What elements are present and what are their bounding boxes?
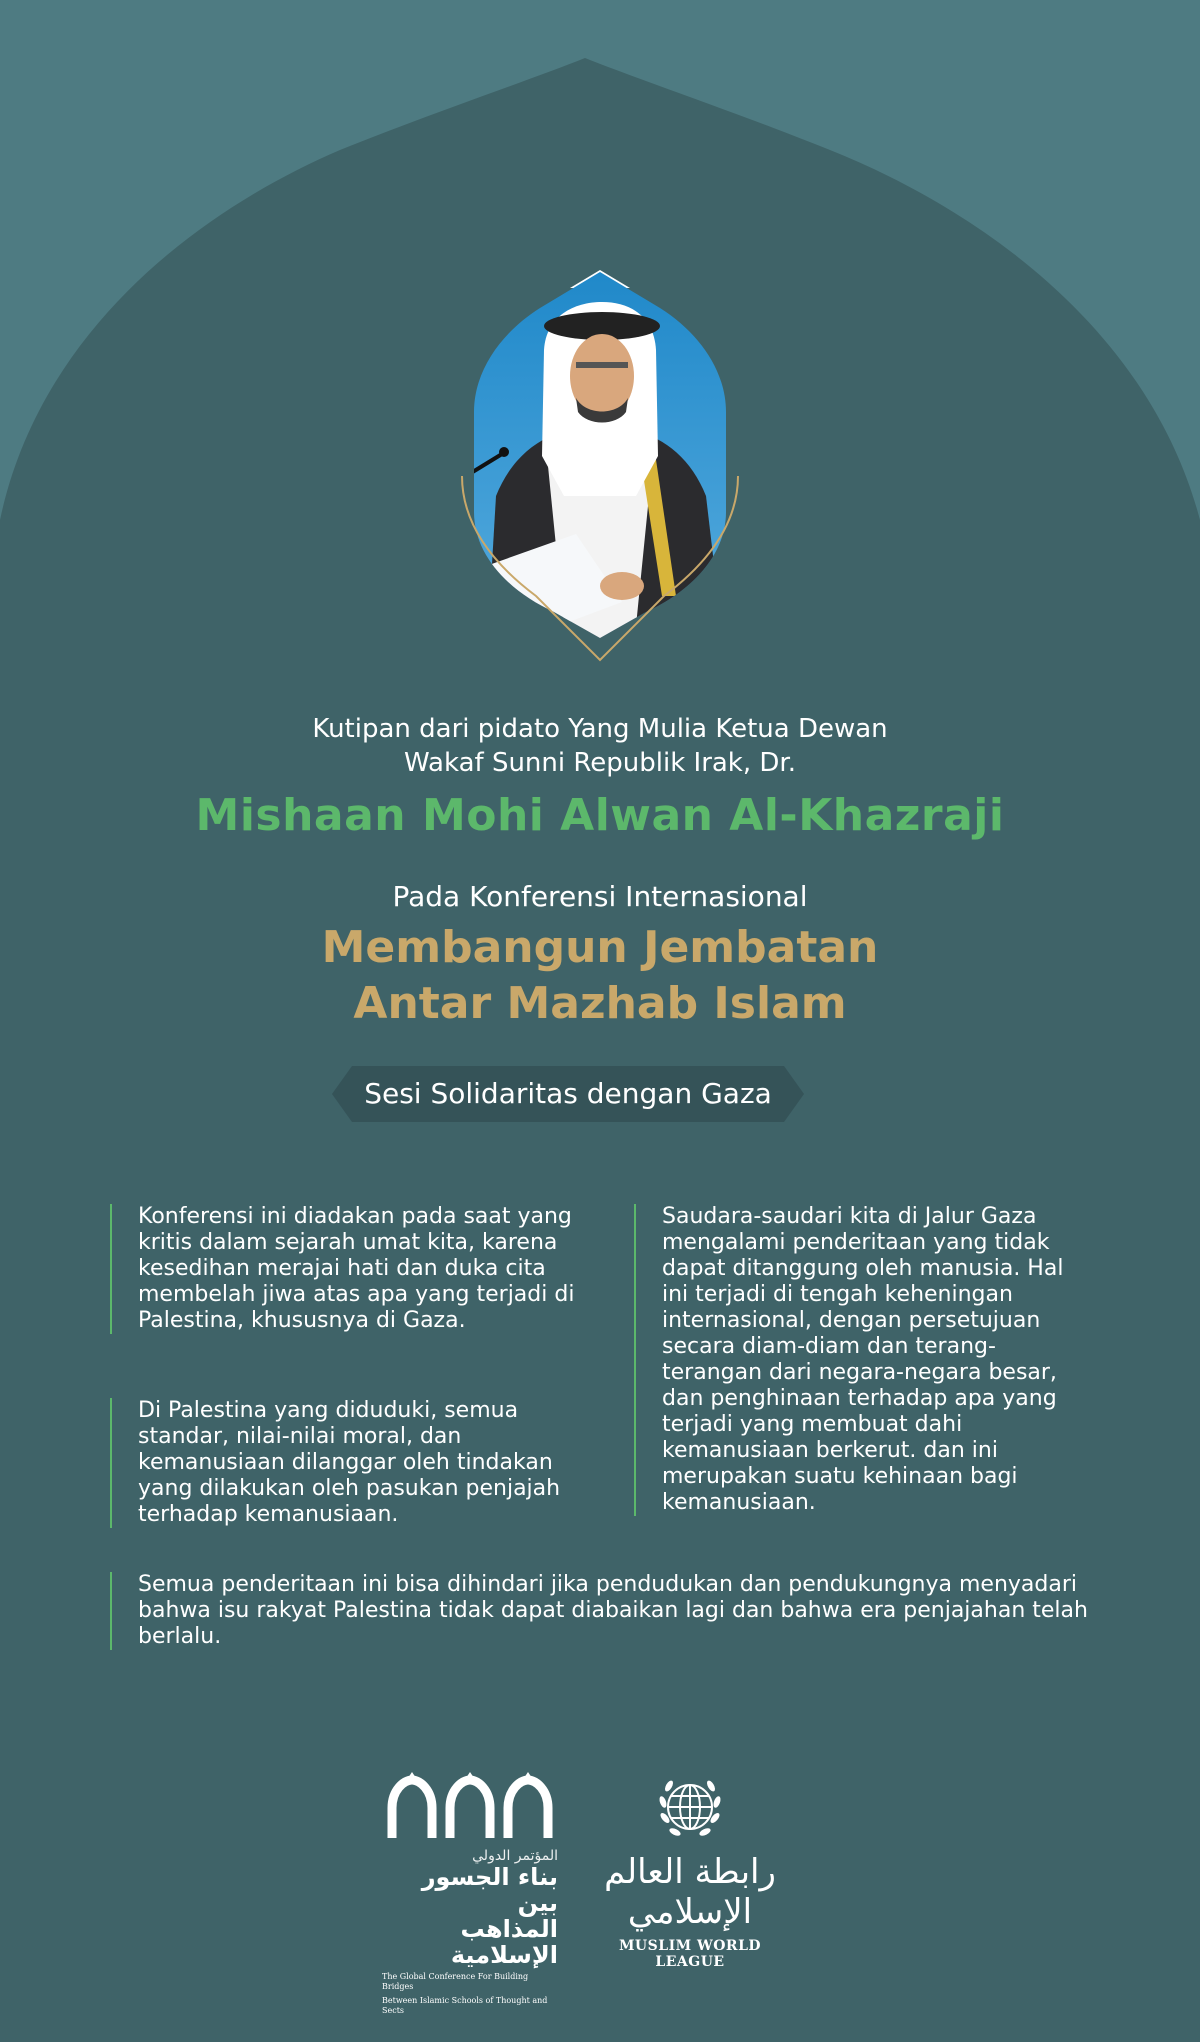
globe-emblem-icon (655, 1772, 725, 1842)
mwl-logo-english: MUSLIM WORLD LEAGUE (618, 1938, 762, 1970)
session-label: Sesi Solidaritas dengan Gaza (364, 1077, 772, 1110)
mwl-logo-arabic: رابطة العالم الإسلامي (604, 1852, 776, 1932)
conference-logo-arabic-line-2: المذاهب الإسلامية (450, 1915, 558, 1969)
conference-title (0, 920, 1200, 1032)
conference-logo-english-line-1: The Global Conference For Building Bridges (382, 1972, 529, 1991)
paragraph-3: Saudara-saudari kita di Jalur Gaza mengalami penderitaan yang tidak dapat ditanggung oleh manusia. Hal ini terjadi di tengah keheningan internasional, dengan persetujuan secara diam-diam dan terang-terangan dari negara-negara besar, dan penghinaan terhadap apa yang terjadi yang membuat dahi kemanusiaan berkerut. dan ini merupakan suatu kehinaan bagi kemanusiaan. (634, 1204, 1092, 1516)
conference-title-line-2: Antar Mazhab Islam (353, 978, 847, 1029)
footer-logos (0, 1760, 1200, 2015)
conference-logo-arabic-line-1: بناء الجسور بين (421, 1863, 558, 1917)
session-badge (332, 1066, 804, 1122)
speech-intro (0, 712, 1200, 780)
arch-logo-icon (382, 1772, 558, 1838)
paragraph-1: Konferensi ini diadakan pada saat yang kritis dalam sejarah umat kita, karena kesedihan merajai hati dan duka cita membelah jiwa atas apa yang terjadi di Palestina, khususnya di Gaza. (110, 1204, 578, 1334)
mwl-logo (590, 1772, 790, 1970)
intro-line-1: Kutipan dari pidato Yang Mulia Ketua Dewan (312, 714, 888, 744)
conference-intro: Pada Konferensi Internasional (392, 880, 808, 913)
conference-title-line-1: Membangun Jembatan (321, 922, 879, 973)
conference-logo-arabic-small: المؤتمر الدولي (472, 1848, 558, 1864)
speaker-portrait (426, 266, 774, 666)
paragraph-4: Semua penderitaan ini bisa dihindari jika pendudukan dan pendukungnya menyadari bahwa isu rakyat Palestina tidak dapat diabaikan lagi dan bahwa era penjajahan telah berlalu. (110, 1572, 1148, 1650)
speaker-name: Mishaan Mohi Alwan Al-Khazraji (195, 790, 1005, 841)
conference-logo-english-line-2: Between Islamic Schools of Thought and Sects (382, 1996, 548, 2015)
paragraph-2: Di Palestina yang diduduki, semua standar, nilai-nilai moral, dan kemanusiaan dilanggar oleh tindakan yang dilakukan oleh pasukan penjajah terhadap kemanusiaan. (110, 1398, 598, 1528)
conference-logo (382, 1772, 562, 2016)
intro-line-2: Wakaf Sunni Republik Irak, Dr. (404, 748, 796, 778)
